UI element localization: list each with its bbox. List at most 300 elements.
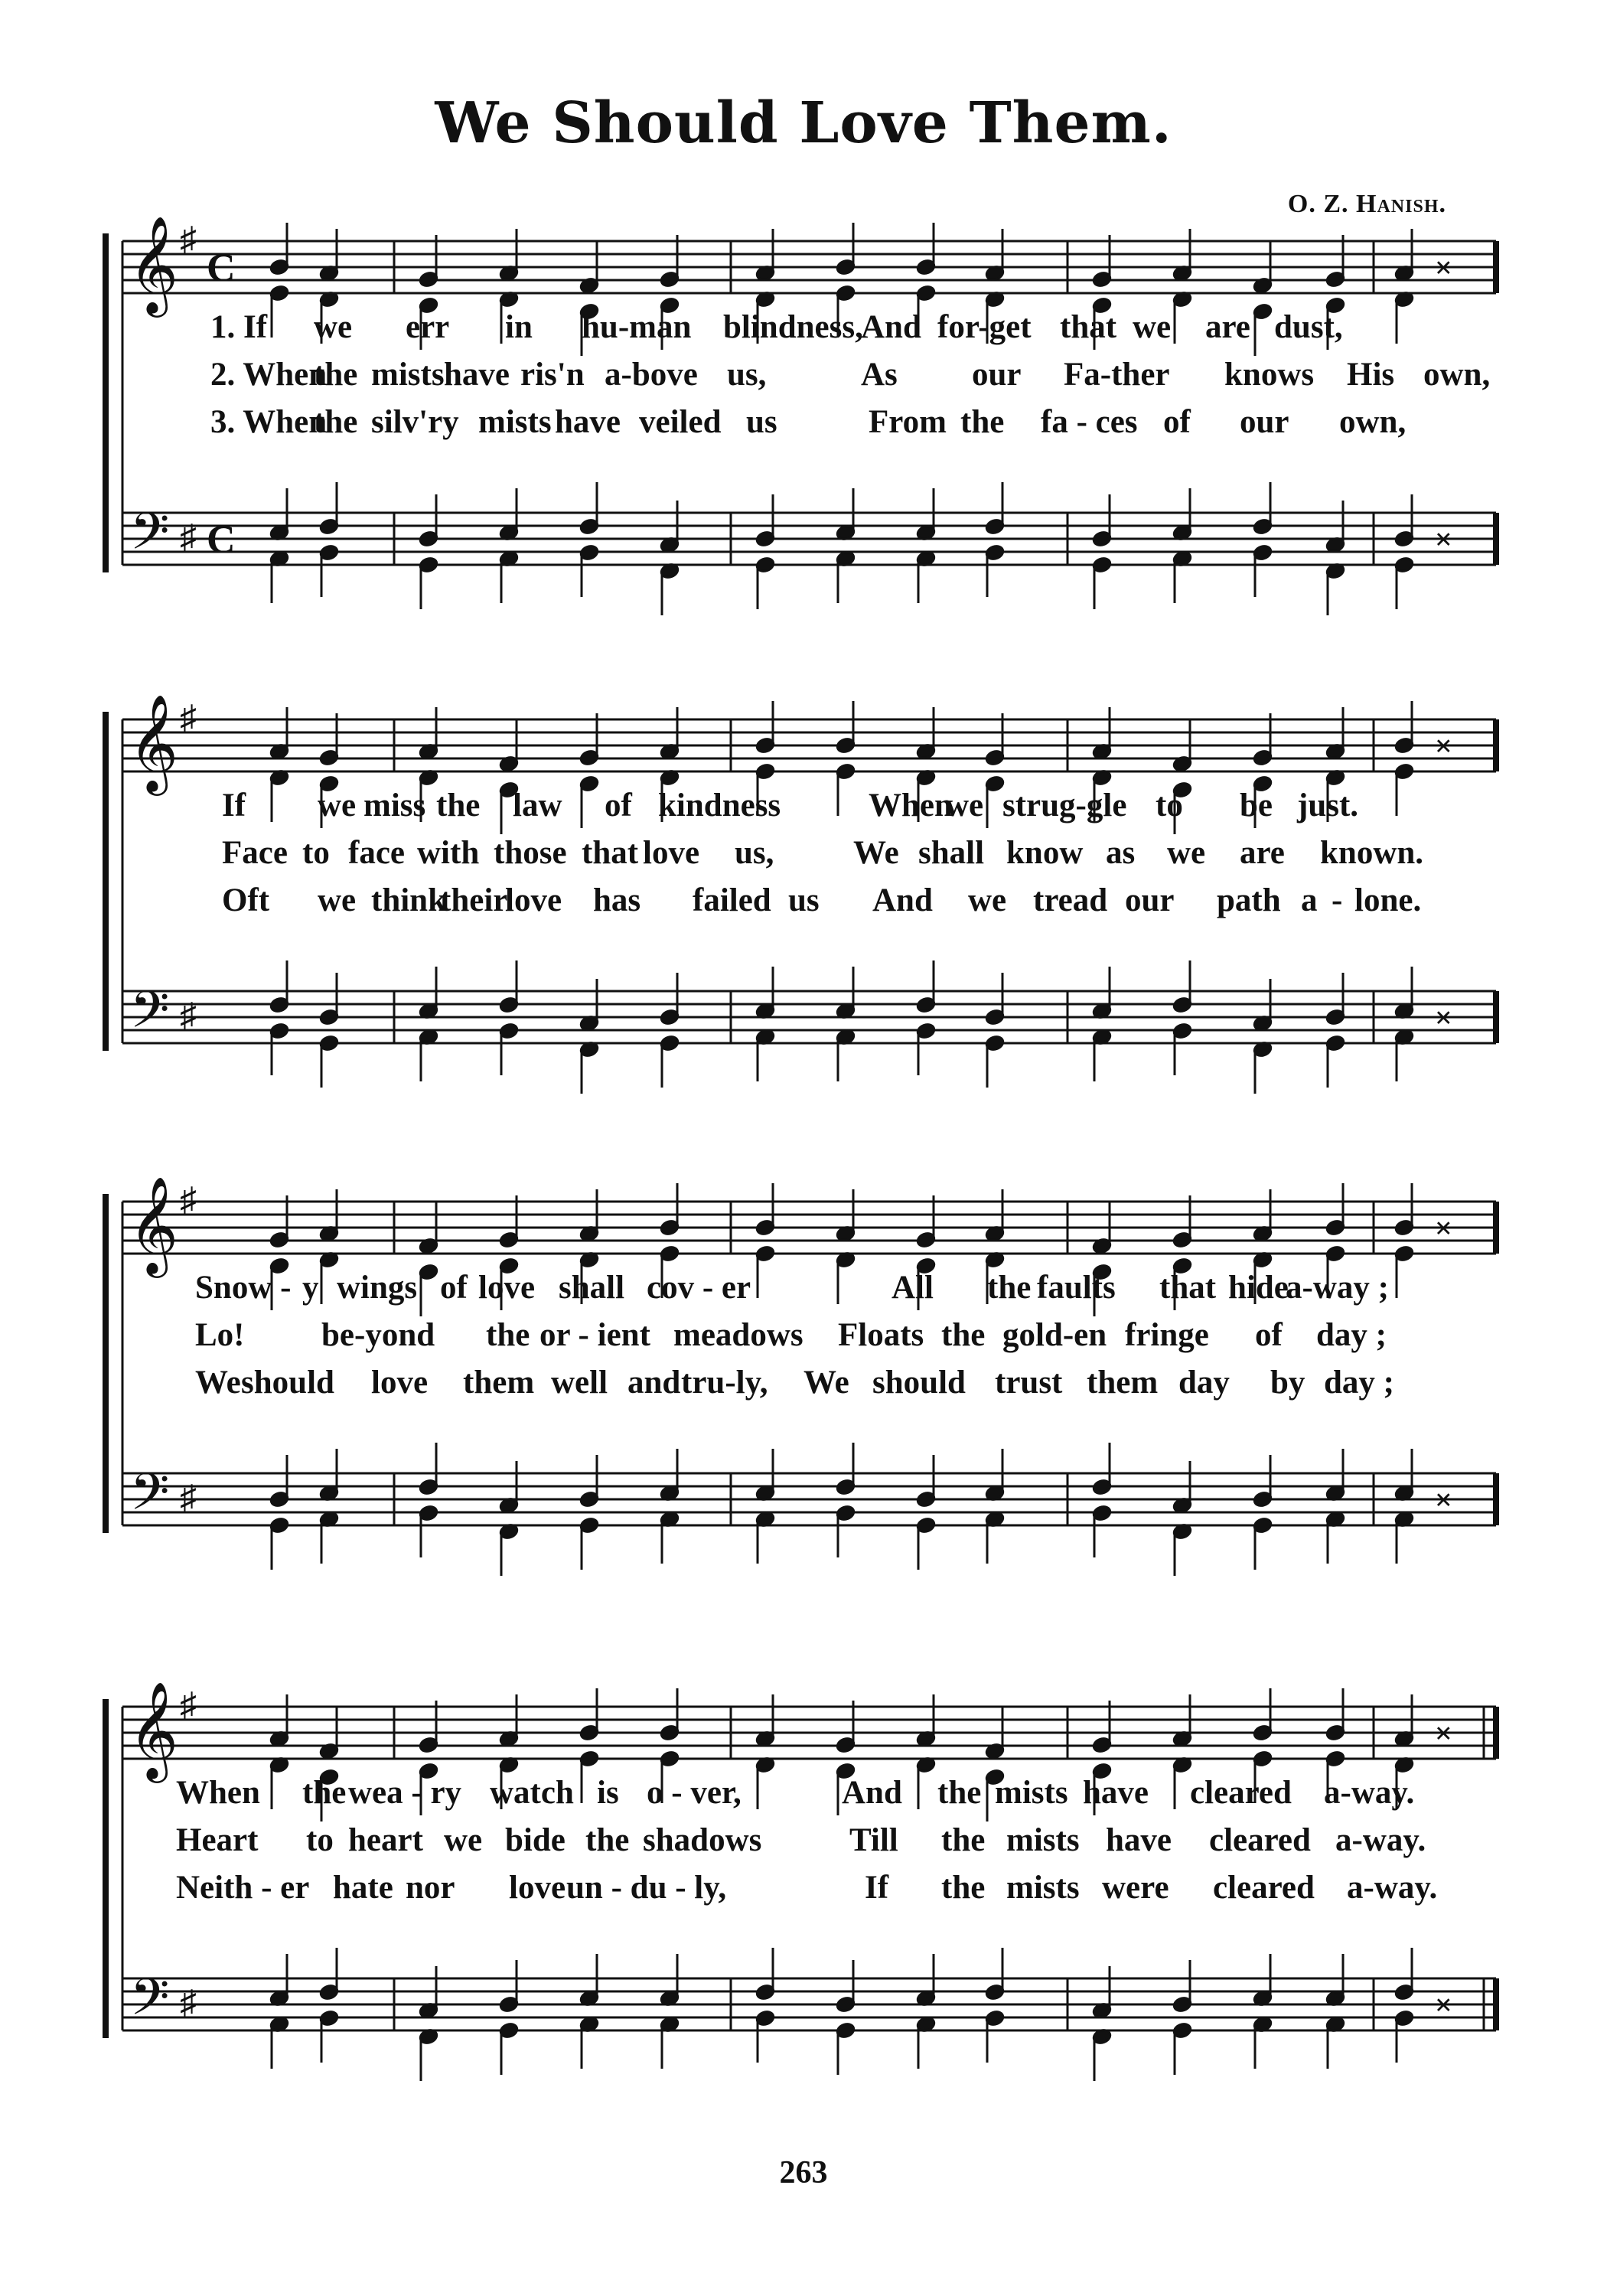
tenor-note bbox=[660, 1449, 680, 1502]
bass-note bbox=[985, 1511, 1005, 1564]
lyric-syllable: And bbox=[842, 1775, 902, 1811]
bass-note bbox=[1172, 1022, 1192, 1075]
bass-note bbox=[269, 550, 289, 603]
lyric-syllable: hate bbox=[333, 1870, 393, 1906]
tenor-note bbox=[419, 494, 438, 547]
lyric-syllable: the bbox=[302, 1775, 347, 1811]
lyric-syllable: a-bove bbox=[605, 357, 698, 393]
lyric-syllable: And bbox=[861, 309, 921, 345]
lyric-syllable: knows bbox=[1224, 357, 1315, 393]
lyric-line bbox=[0, 834, 1607, 876]
lyric-syllable: and bbox=[627, 1365, 681, 1401]
lyric-line bbox=[0, 787, 1607, 828]
lyric-line bbox=[0, 1774, 1607, 1815]
lyric-syllable: are bbox=[1205, 309, 1250, 345]
lyric-syllable: of bbox=[605, 788, 632, 823]
treble-note bbox=[836, 1701, 856, 1753]
lyric-syllable: faults bbox=[1037, 1270, 1116, 1306]
lyric-syllable: If bbox=[222, 788, 246, 823]
lyric-syllable: Fa-ther bbox=[1064, 357, 1170, 393]
lyric-syllable: of bbox=[440, 1270, 468, 1306]
tenor-note bbox=[1253, 979, 1273, 1032]
lyric-syllable: that bbox=[1159, 1270, 1217, 1306]
bass-note bbox=[1092, 1029, 1112, 1081]
rest-icon: × bbox=[1435, 729, 1452, 763]
bass-note bbox=[660, 1511, 680, 1564]
treble-note bbox=[1394, 1694, 1414, 1747]
lyric-syllable: well bbox=[551, 1365, 608, 1401]
lyric-syllable: day ; bbox=[1324, 1365, 1394, 1401]
treble-note bbox=[916, 223, 936, 276]
bass-note bbox=[579, 2016, 599, 2069]
tenor-note bbox=[499, 488, 519, 541]
treble-note bbox=[836, 1189, 856, 1242]
lyric-syllable: veiled bbox=[639, 404, 722, 440]
lyric-syllable: 1. If bbox=[210, 309, 268, 345]
rest-icon: × bbox=[1435, 1211, 1452, 1245]
lyric-syllable: we bbox=[1167, 835, 1206, 871]
lyric-syllable: be bbox=[1240, 788, 1273, 823]
bass-note bbox=[269, 1517, 289, 1570]
tenor-note bbox=[916, 960, 936, 1013]
treble-note bbox=[1325, 1688, 1345, 1741]
lyric-syllable: hide bbox=[1228, 1270, 1289, 1306]
rest-icon: × bbox=[1435, 1988, 1452, 2022]
bass-note bbox=[1394, 556, 1414, 609]
lyric-syllable: a-way. bbox=[1335, 1822, 1426, 1858]
tenor-note bbox=[755, 1948, 775, 2001]
lyric-syllable: for-get bbox=[937, 309, 1032, 345]
treble-clef-icon: 𝄞 bbox=[129, 1176, 179, 1274]
lyric-syllable: strug-gle bbox=[1002, 788, 1127, 823]
bass-note bbox=[836, 550, 856, 603]
lyric-syllable: the bbox=[937, 1775, 982, 1811]
lyric-line bbox=[0, 308, 1607, 350]
tenor-note bbox=[319, 973, 339, 1026]
treble-note bbox=[1172, 1694, 1192, 1747]
lyric-syllable: them bbox=[463, 1365, 535, 1401]
lyric-line bbox=[0, 356, 1607, 397]
lyric-syllable: we bbox=[444, 1822, 483, 1858]
lyric-syllable: in bbox=[505, 309, 533, 345]
treble-note bbox=[916, 1694, 936, 1747]
lyric-line bbox=[0, 1316, 1607, 1358]
lyric-syllable: When bbox=[176, 1775, 260, 1811]
lyric-syllable: Face bbox=[222, 835, 288, 871]
bass-note bbox=[1253, 544, 1273, 597]
lyric-syllable: those bbox=[494, 835, 567, 871]
treble-note bbox=[985, 229, 1005, 282]
rest-icon: × bbox=[1435, 1482, 1452, 1517]
lyric-line bbox=[0, 882, 1607, 923]
bass-clef-icon: 𝄢 bbox=[130, 1463, 170, 1534]
key-signature-sharp-icon: ♯ bbox=[180, 220, 197, 258]
treble-note bbox=[755, 229, 775, 282]
treble-note bbox=[1172, 1195, 1192, 1248]
treble-note bbox=[499, 229, 519, 282]
treble-note bbox=[269, 1694, 289, 1747]
tenor-note bbox=[499, 1960, 519, 2013]
lyric-syllable: we bbox=[318, 788, 357, 823]
hymn-title: We Should Love Them. bbox=[435, 90, 1172, 156]
treble-note bbox=[319, 713, 339, 766]
treble-note bbox=[1325, 235, 1345, 288]
tenor-note bbox=[579, 1954, 599, 2007]
treble-note bbox=[1092, 1701, 1112, 1753]
lyric-syllable: their bbox=[440, 882, 508, 918]
lyric-syllable: trust bbox=[995, 1365, 1063, 1401]
treble-note bbox=[916, 1195, 936, 1248]
lyric-syllable: the bbox=[585, 1822, 630, 1858]
bass-note bbox=[419, 2028, 438, 2081]
lyric-syllable: cleared bbox=[1209, 1822, 1311, 1858]
bass-note bbox=[1092, 556, 1112, 609]
treble-note bbox=[836, 223, 856, 276]
bass-note bbox=[1092, 1505, 1112, 1557]
lyric-syllable: kindness bbox=[658, 788, 781, 823]
bass-clef-icon: 𝄢 bbox=[130, 980, 170, 1052]
lyric-syllable: bide bbox=[505, 1822, 566, 1858]
lyric-syllable: day ; bbox=[1316, 1317, 1387, 1353]
lyric-syllable: the bbox=[941, 1317, 986, 1353]
treble-note bbox=[660, 1688, 680, 1741]
bass-note bbox=[319, 1511, 339, 1564]
score-notation bbox=[0, 210, 1607, 700]
lyric-syllable: has bbox=[593, 882, 641, 918]
lyric-syllable: All bbox=[892, 1270, 934, 1306]
treble-clef-icon: 𝄞 bbox=[129, 1681, 179, 1779]
key-signature-sharp-icon: ♯ bbox=[180, 518, 197, 556]
lyric-syllable: that bbox=[582, 835, 639, 871]
treble-note bbox=[660, 707, 680, 760]
lyric-syllable: us, bbox=[727, 357, 767, 393]
lyric-syllable: 3. When bbox=[210, 404, 328, 440]
lyric-syllable: a-way. bbox=[1347, 1870, 1438, 1906]
treble-clef-icon: 𝄞 bbox=[129, 693, 179, 791]
treble-note bbox=[269, 707, 289, 760]
tenor-note bbox=[836, 488, 856, 541]
lyric-syllable: When bbox=[869, 788, 953, 823]
lyric-syllable: wings bbox=[337, 1270, 418, 1306]
tenor-note bbox=[1092, 1966, 1112, 2019]
lyric-syllable: wea - ry bbox=[348, 1775, 462, 1811]
bass-note bbox=[319, 544, 339, 597]
lyric-syllable: a-way ; bbox=[1286, 1270, 1389, 1306]
score-notation bbox=[0, 689, 1607, 1179]
lyric-syllable: watch bbox=[490, 1775, 574, 1811]
bass-note bbox=[1325, 2016, 1345, 2069]
lyric-syllable: lone. bbox=[1354, 882, 1422, 918]
lyric-syllable: the bbox=[314, 404, 358, 440]
bass-note bbox=[1172, 1523, 1192, 1576]
lyric-syllable: our bbox=[972, 357, 1022, 393]
tenor-note bbox=[579, 979, 599, 1032]
lyric-syllable: we bbox=[318, 882, 357, 918]
lyric-syllable: known. bbox=[1320, 835, 1424, 871]
tenor-note bbox=[269, 1455, 289, 1508]
score-notation bbox=[0, 1171, 1607, 1661]
bass-note bbox=[1253, 1041, 1273, 1094]
lyric-line bbox=[0, 1821, 1607, 1863]
key-signature-sharp-icon: ♯ bbox=[180, 699, 197, 736]
bass-note bbox=[836, 1029, 856, 1081]
lyric-syllable: mists bbox=[1006, 1870, 1080, 1906]
tenor-note bbox=[660, 973, 680, 1026]
bass-note bbox=[1394, 2010, 1414, 2063]
lyric-syllable: Snow - bbox=[195, 1270, 292, 1306]
bass-note bbox=[916, 2016, 936, 2069]
lyric-syllable: we bbox=[314, 309, 353, 345]
lyric-syllable: are bbox=[1240, 835, 1285, 871]
treble-note bbox=[985, 1189, 1005, 1242]
bass-note bbox=[1325, 563, 1345, 615]
bass-note bbox=[269, 1022, 289, 1075]
lyric-syllable: ris'n bbox=[520, 357, 585, 393]
tenor-note bbox=[1394, 1948, 1414, 2001]
lyric-syllable: o - ver, bbox=[647, 1775, 742, 1811]
tenor-note bbox=[499, 960, 519, 1013]
lyric-syllable: the bbox=[941, 1822, 986, 1858]
tenor-note bbox=[1092, 1443, 1112, 1495]
lyric-syllable: as bbox=[1106, 835, 1136, 871]
key-signature-sharp-icon: ♯ bbox=[180, 996, 197, 1034]
lyric-syllable: cov - er bbox=[647, 1270, 751, 1306]
score-notation bbox=[0, 1676, 1607, 2166]
lyric-syllable: mists bbox=[995, 1775, 1068, 1811]
tenor-note bbox=[419, 967, 438, 1019]
tenor-note bbox=[1172, 1461, 1192, 1514]
tenor-note bbox=[1394, 494, 1414, 547]
lyric-syllable: just. bbox=[1297, 788, 1359, 823]
treble-note bbox=[1394, 229, 1414, 282]
lyric-syllable: Floats bbox=[838, 1317, 924, 1353]
lyric-syllable: failed bbox=[693, 882, 771, 918]
lyric-syllable: own, bbox=[1423, 357, 1491, 393]
lyric-syllable: gold-en bbox=[1002, 1317, 1107, 1353]
treble-note bbox=[1394, 1183, 1414, 1236]
tenor-note bbox=[1253, 482, 1273, 535]
lyric-syllable: blindness, bbox=[723, 309, 863, 345]
lyric-syllable: to bbox=[1156, 788, 1183, 823]
bass-note bbox=[499, 550, 519, 603]
treble-note bbox=[1325, 707, 1345, 760]
tenor-note bbox=[1394, 967, 1414, 1019]
music-system bbox=[0, 689, 1607, 1179]
lyric-syllable: have bbox=[444, 357, 510, 393]
bass-note bbox=[836, 1505, 856, 1557]
treble-note bbox=[1172, 229, 1192, 282]
treble-note bbox=[1325, 1183, 1345, 1236]
lyric-syllable: have bbox=[555, 404, 621, 440]
bass-note bbox=[499, 1523, 519, 1576]
lyric-syllable: shall bbox=[918, 835, 985, 871]
tenor-note bbox=[916, 1455, 936, 1508]
tenor-note bbox=[269, 488, 289, 541]
lyric-syllable: Neith - er bbox=[176, 1870, 310, 1906]
lyric-syllable: have bbox=[1083, 1775, 1149, 1811]
lyric-syllable: cleared bbox=[1190, 1775, 1292, 1811]
bass-note bbox=[319, 2010, 339, 2063]
lyric-syllable: we bbox=[968, 882, 1007, 918]
lyric-syllable: of bbox=[1255, 1317, 1283, 1353]
tenor-note bbox=[836, 967, 856, 1019]
bass-note bbox=[269, 2016, 289, 2069]
bass-note bbox=[916, 550, 936, 603]
lyric-syllable: a-way. bbox=[1324, 1775, 1415, 1811]
bass-note bbox=[1394, 1029, 1414, 1081]
tenor-note bbox=[985, 482, 1005, 535]
treble-note bbox=[916, 707, 936, 760]
bass-note bbox=[985, 2010, 1005, 2063]
bass-note bbox=[319, 1035, 339, 1088]
treble-note bbox=[660, 1183, 680, 1236]
lyric-syllable: As bbox=[861, 357, 898, 393]
tenor-note bbox=[755, 1449, 775, 1502]
tenor-note bbox=[985, 1948, 1005, 2001]
lyric-syllable: the bbox=[314, 357, 358, 393]
lyric-syllable: mists bbox=[478, 404, 552, 440]
treble-note bbox=[499, 1694, 519, 1747]
tenor-note bbox=[755, 967, 775, 1019]
treble-clef-icon: 𝄞 bbox=[129, 215, 179, 313]
page-number: 263 bbox=[779, 2155, 828, 2190]
bass-note bbox=[755, 556, 775, 609]
tenor-note bbox=[319, 482, 339, 535]
bass-note bbox=[755, 1029, 775, 1081]
bass-note bbox=[1172, 2022, 1192, 2075]
tenor-note bbox=[985, 973, 1005, 1026]
tenor-note bbox=[916, 1954, 936, 2007]
bass-note bbox=[1092, 2028, 1112, 2081]
bass-note bbox=[419, 556, 438, 609]
music-system bbox=[0, 1171, 1607, 1661]
lyric-syllable: From bbox=[869, 404, 947, 440]
lyric-syllable: have bbox=[1106, 1822, 1172, 1858]
tenor-note bbox=[1092, 967, 1112, 1019]
lyric-syllable: day bbox=[1178, 1365, 1230, 1401]
bass-note bbox=[579, 1517, 599, 1570]
lyric-syllable: nor bbox=[406, 1870, 455, 1906]
lyric-line bbox=[0, 1269, 1607, 1310]
bass-note bbox=[1325, 1035, 1345, 1088]
treble-note bbox=[1092, 707, 1112, 760]
lyric-line bbox=[0, 1869, 1607, 1910]
tenor-note bbox=[1325, 1954, 1345, 2007]
key-signature-sharp-icon: ♯ bbox=[180, 1479, 197, 1516]
tenor-note bbox=[836, 1960, 856, 2013]
lyric-syllable: shall bbox=[559, 1270, 625, 1306]
tenor-note bbox=[1253, 1455, 1273, 1508]
treble-note bbox=[755, 701, 775, 754]
bass-note bbox=[1253, 2016, 1273, 2069]
lyric-syllable: face bbox=[348, 835, 405, 871]
music-system bbox=[0, 1676, 1607, 2166]
lyric-syllable: If bbox=[865, 1870, 889, 1906]
bass-clef-icon: 𝄢 bbox=[130, 502, 170, 573]
lyric-syllable: Oft bbox=[222, 882, 270, 918]
lyric-syllable: law bbox=[513, 788, 562, 823]
treble-note bbox=[579, 713, 599, 766]
lyric-syllable: heart bbox=[348, 1822, 423, 1858]
bass-note bbox=[579, 1041, 599, 1094]
lyric-syllable: should bbox=[872, 1365, 966, 1401]
treble-note bbox=[985, 713, 1005, 766]
lyric-syllable: know bbox=[1006, 835, 1084, 871]
lyric-syllable: Heart bbox=[176, 1822, 259, 1858]
rest-icon: × bbox=[1435, 522, 1452, 556]
bass-note bbox=[755, 2010, 775, 2063]
lyric-syllable: of bbox=[1163, 404, 1191, 440]
tenor-note bbox=[660, 1954, 680, 2007]
lyric-syllable: the bbox=[941, 1870, 986, 1906]
common-time-icon: C bbox=[207, 518, 236, 562]
tenor-note bbox=[1092, 494, 1112, 547]
treble-note bbox=[1253, 1189, 1273, 1242]
lyric-syllable: dust, bbox=[1274, 309, 1343, 345]
lyric-syllable: is bbox=[597, 1775, 619, 1811]
lyric-syllable: the bbox=[960, 404, 1005, 440]
bass-note bbox=[499, 1022, 519, 1075]
lyric-syllable: silv'ry bbox=[371, 404, 459, 440]
tenor-note bbox=[1172, 1960, 1192, 2013]
tenor-note bbox=[985, 1449, 1005, 1502]
lyric-syllable: We bbox=[853, 835, 899, 871]
common-time-icon: C bbox=[207, 246, 236, 290]
lyric-syllable: with bbox=[417, 835, 480, 871]
treble-note bbox=[660, 235, 680, 288]
bass-note bbox=[916, 1517, 936, 1570]
bass-note bbox=[755, 1511, 775, 1564]
lyric-syllable: shadows bbox=[643, 1822, 762, 1858]
lyric-syllable: own, bbox=[1339, 404, 1407, 440]
bass-note bbox=[916, 1022, 936, 1075]
lyric-syllable: us bbox=[746, 404, 777, 440]
tenor-note bbox=[1325, 1449, 1345, 1502]
treble-note bbox=[419, 1701, 438, 1753]
key-signature-sharp-icon: ♯ bbox=[180, 1181, 197, 1218]
lyric-syllable: love bbox=[478, 1270, 536, 1306]
bass-note bbox=[419, 1029, 438, 1081]
lyric-line bbox=[0, 1364, 1607, 1405]
lyric-syllable: path bbox=[1217, 882, 1281, 918]
lyric-syllable: Till bbox=[849, 1822, 898, 1858]
bass-note bbox=[660, 1035, 680, 1088]
rest-icon: × bbox=[1435, 1716, 1452, 1750]
tenor-note bbox=[579, 1455, 599, 1508]
bass-note bbox=[836, 2022, 856, 2075]
lyric-syllable: fringe bbox=[1125, 1317, 1209, 1353]
lyric-syllable: Lo! bbox=[195, 1317, 245, 1353]
lyric-syllable: mists bbox=[1006, 1822, 1080, 1858]
lyric-syllable: a bbox=[1301, 882, 1318, 918]
lyric-syllable: the bbox=[987, 1270, 1032, 1306]
rest-icon: × bbox=[1435, 250, 1452, 285]
lyric-syllable: our bbox=[1125, 882, 1175, 918]
lyric-syllable: to bbox=[306, 1822, 334, 1858]
treble-note bbox=[836, 701, 856, 754]
bass-note bbox=[1394, 1511, 1414, 1564]
lyric-syllable: to bbox=[302, 835, 330, 871]
lyric-syllable: love bbox=[505, 882, 562, 918]
lyric-syllable: meadows bbox=[673, 1317, 804, 1353]
tenor-note bbox=[419, 1443, 438, 1495]
tenor-note bbox=[1394, 1449, 1414, 1502]
lyric-syllable: un - du - ly, bbox=[566, 1870, 727, 1906]
bass-note bbox=[660, 563, 680, 615]
lyric-syllable: - bbox=[1332, 882, 1343, 918]
lyric-syllable: y bbox=[302, 1270, 319, 1306]
bass-note bbox=[499, 2022, 519, 2075]
